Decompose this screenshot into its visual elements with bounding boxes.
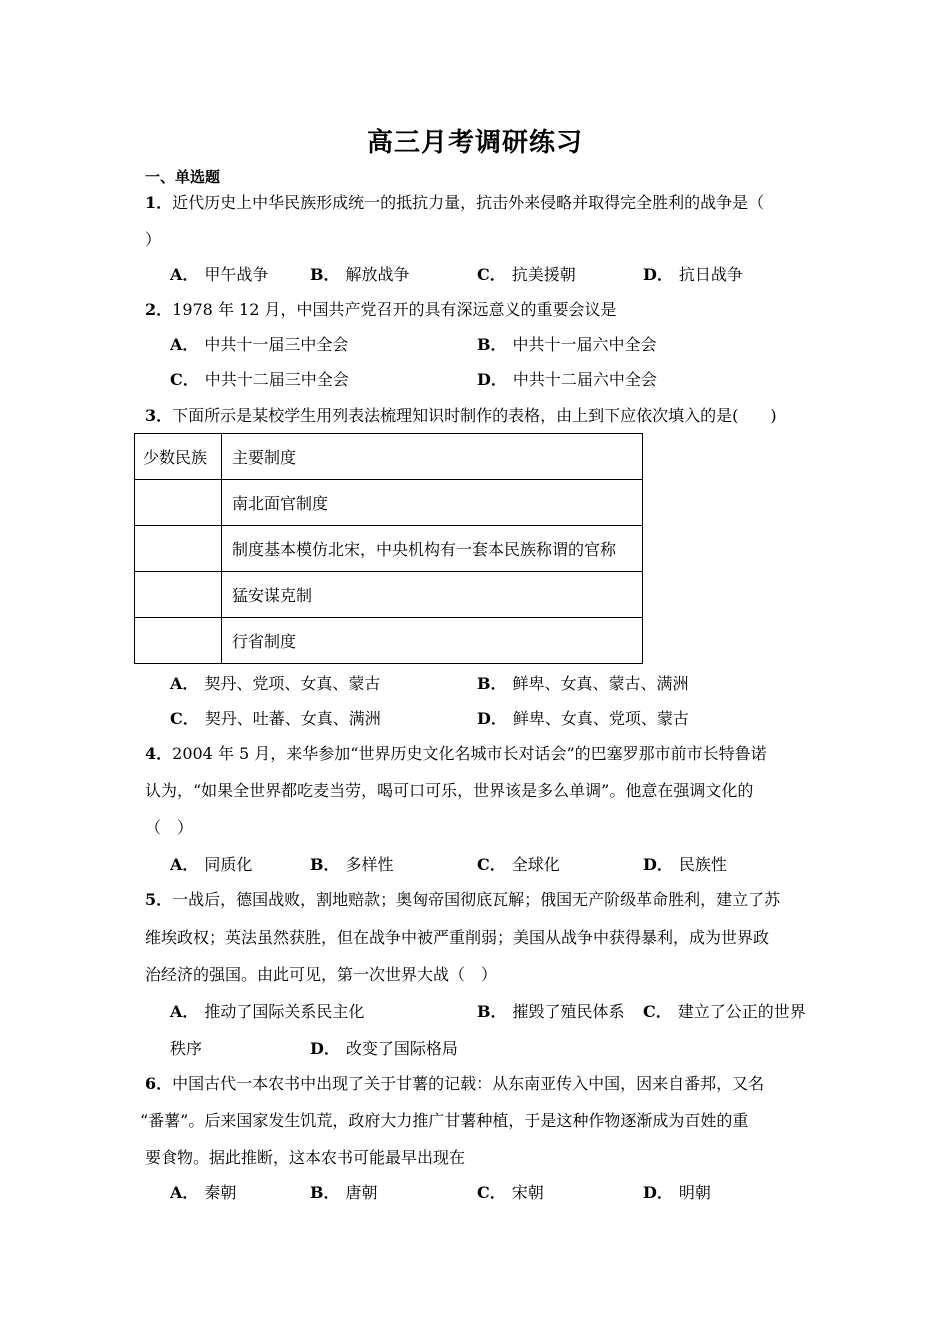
option-a[interactable] (170, 1183, 236, 1203)
table-header-cell: 主要制度 (222, 434, 643, 480)
question-text: 一战后，德国战败，割地赔款；奥匈帝国彻底瓦解；俄国无产阶级革命胜利，建立了苏 (172, 890, 781, 909)
option-letter: B． (477, 674, 507, 693)
question-4-line2: 认为，“如果全世界都吃麦当劳，喝可口可乐，世界该是多么单调”。他意在强调文化的 (145, 781, 754, 800)
question-5 (145, 890, 780, 910)
option-letter: B． (310, 265, 340, 284)
option-b[interactable] (310, 1183, 378, 1203)
question-number: 5． (145, 890, 173, 909)
option-c[interactable] (477, 265, 576, 285)
table-cell: 猛安谋克制 (222, 572, 643, 618)
option-d[interactable] (477, 370, 657, 390)
option-letter: B． (310, 1183, 340, 1202)
option-letter: A． (170, 1183, 199, 1202)
option-letter: A． (170, 335, 199, 354)
question-6-line2: “番薯”。后来国家发生饥荒，政府大力推广甘薯种植，于是这种作物逐渐成为百姓的重 (140, 1111, 749, 1130)
option-a[interactable] (170, 335, 348, 355)
table-cell: 南北面官制度 (222, 480, 643, 526)
question-text: 2004 年 5 月，来华参加“世界历史文化名城市长对话会”的巴塞罗那市前市长特鲁诺 (172, 744, 767, 763)
option-b[interactable] (477, 674, 689, 694)
option-letter: D． (643, 1183, 673, 1202)
option-d[interactable] (477, 709, 689, 729)
question-4-line3: （ ） (145, 818, 194, 837)
option-text: 同质化 (204, 855, 253, 874)
table-cell-blank (135, 572, 222, 618)
table-row (135, 526, 643, 572)
option-letter: C． (643, 1002, 672, 1021)
option-b[interactable] (310, 265, 410, 285)
option-d[interactable] (643, 265, 743, 285)
option-a[interactable] (170, 265, 268, 285)
table-header-row (135, 434, 643, 480)
option-letter: C． (477, 265, 506, 284)
option-c[interactable] (477, 1183, 544, 1203)
option-a[interactable] (170, 1002, 364, 1022)
option-text: 中共十一届三中全会 (204, 335, 349, 354)
option-letter: B． (477, 1002, 507, 1021)
question-1 (145, 193, 764, 213)
option-text: 契丹、吐蕃、女真、满洲 (204, 709, 381, 728)
question-number: 1． (145, 193, 173, 212)
question-text: 近代历史上中华民族形成统一的抵抗力量，抗击外来侵略并取得完全胜利的战争是（ (172, 193, 765, 212)
option-text: 契丹、党项、女真、蒙古 (204, 674, 381, 693)
option-text: 明朝 (678, 1183, 711, 1202)
table-cell-blank (135, 480, 222, 526)
option-b[interactable] (477, 1002, 625, 1022)
question-text: 下面所示是某校学生用列表法梳理知识时制作的表格，由上到下应依次填入的是( ) (172, 406, 777, 425)
option-letter: A． (170, 674, 199, 693)
option-letter: B． (477, 335, 507, 354)
question-number: 6． (145, 1074, 173, 1093)
option-c[interactable] (170, 709, 381, 729)
option-text: 中共十一届六中全会 (512, 335, 657, 354)
option-text: 唐朝 (345, 1183, 378, 1202)
option-c[interactable] (643, 1002, 806, 1022)
option-c[interactable] (170, 370, 349, 390)
option-letter: D． (477, 709, 507, 728)
section-heading: 一、单选题 (145, 168, 221, 186)
table-cell-blank (135, 618, 222, 664)
table-cell-blank (135, 526, 222, 572)
option-text: 改变了国际格局 (345, 1039, 458, 1058)
option-letter: C． (477, 855, 506, 874)
option-text: 抗美援朝 (511, 265, 576, 284)
option-text: 多样性 (345, 855, 394, 874)
question-3 (145, 406, 777, 426)
option-text: 解放战争 (345, 265, 410, 284)
option-letter: A． (170, 1002, 199, 1021)
question-text: 中国古代一本农书中出现了关于甘薯的记载：从东南亚传入中国，因来自番邦，又名 (172, 1074, 765, 1093)
option-text: 鲜卑、女真、蒙古、满洲 (512, 674, 689, 693)
option-text: 建立了公正的世界 (677, 1002, 806, 1021)
option-text: 甲午战争 (204, 265, 269, 284)
option-letter: D． (310, 1039, 340, 1058)
option-letter: C． (170, 709, 199, 728)
question-6 (145, 1074, 764, 1094)
table-row (135, 480, 643, 526)
option-letter: B． (310, 855, 340, 874)
option-c-continuation: 秩序 (170, 1039, 203, 1058)
option-d[interactable] (310, 1039, 458, 1059)
question-6-line3: 要食物。据此推断，这本农书可能最早出现在 (145, 1148, 466, 1167)
table-header-cell: 少数民族 (135, 434, 222, 480)
option-d[interactable] (643, 855, 727, 875)
question-1-line2: ） (145, 230, 162, 249)
option-a[interactable] (170, 674, 380, 694)
knowledge-table (134, 433, 643, 664)
option-text: 鲜卑、女真、党项、蒙古 (512, 709, 689, 728)
option-c[interactable] (477, 855, 560, 875)
option-text: 全球化 (511, 855, 560, 874)
option-text: 推动了国际关系民主化 (204, 1002, 365, 1021)
option-text: 秦朝 (204, 1183, 237, 1202)
question-text: 1978 年 12 月，中国共产党召开的具有深远意义的重要会议是 (172, 300, 617, 319)
option-letter: A． (170, 265, 199, 284)
option-letter: C． (170, 370, 199, 389)
table-cell: 行省制度 (222, 618, 643, 664)
question-5-line2: 维埃政权；英法虽然获胜，但在战争中被严重削弱；美国从战争中获得暴利，成为世界政 (145, 928, 770, 947)
option-letter: D． (477, 370, 507, 389)
option-letter: D． (643, 855, 673, 874)
option-b[interactable] (310, 855, 394, 875)
page-title: 高三月考调研练习 (366, 128, 583, 158)
option-text: 摧毁了殖民体系 (512, 1002, 625, 1021)
question-4 (145, 744, 767, 764)
option-letter: A． (170, 855, 199, 874)
option-text: 中共十二届三中全会 (204, 370, 349, 389)
option-text: 宋朝 (511, 1183, 544, 1202)
option-d[interactable] (643, 1183, 711, 1203)
option-a[interactable] (170, 855, 252, 875)
table-cell: 制度基本模仿北宋，中央机构有一套本民族称谓的官称 (222, 526, 643, 572)
option-b[interactable] (477, 335, 657, 355)
question-number: 2． (145, 300, 173, 319)
option-letter: D． (643, 265, 673, 284)
question-2 (145, 300, 616, 320)
option-text: 抗日战争 (678, 265, 743, 284)
question-number: 3． (145, 406, 173, 425)
table-row (135, 618, 643, 664)
option-text: 民族性 (678, 855, 727, 874)
question-5-line3: 治经济的强国。由此可见，第一次世界大战（ ） (145, 965, 498, 984)
option-text: 中共十二届六中全会 (512, 370, 657, 389)
option-letter: C． (477, 1183, 506, 1202)
question-number: 4． (145, 744, 173, 763)
table-row (135, 572, 643, 618)
